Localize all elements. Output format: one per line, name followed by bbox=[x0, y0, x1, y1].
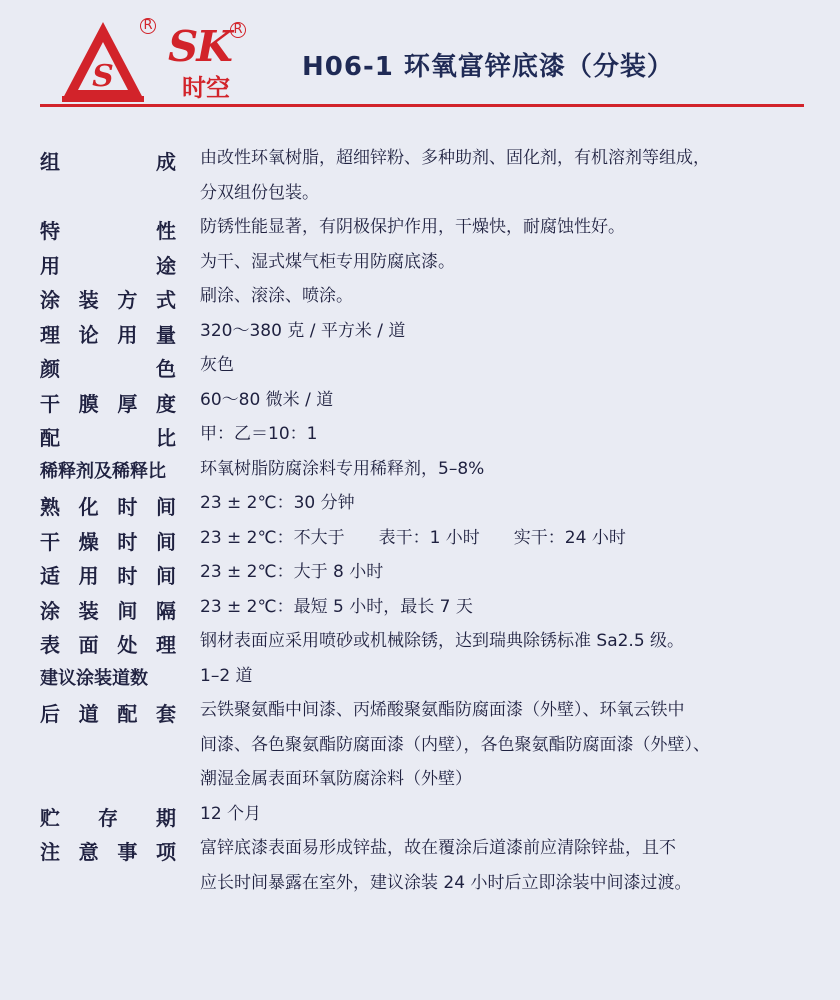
page-title: H06-1 环氧富锌底漆（分装） bbox=[302, 52, 674, 82]
registered-mark: R bbox=[140, 18, 156, 34]
spec-label: 涂 装 间 隔 bbox=[40, 598, 176, 623]
spec-label: 熟 化 时 间 bbox=[40, 495, 176, 519]
spec-value-line: 云铁聚氨酯中间漆、丙烯酸聚氨酯防腐面漆（外壁）、环氧云铁中 bbox=[200, 700, 685, 720]
spec-value bbox=[200, 802, 810, 837]
spec-value-line: 1–2 道 bbox=[200, 665, 253, 686]
spec-value-line: 应长时间暴露在室外，建议涂装 24 小时后立即涂装中间漆过渡。 bbox=[200, 872, 692, 893]
spec-label: 配 比 bbox=[40, 426, 176, 450]
spec-value-line: 钢材表面应采用喷砂或机械除锈，达到瑞典除锈标准 Sa2.5 级。 bbox=[200, 631, 685, 651]
brand-emblem-icon bbox=[58, 18, 148, 104]
spec-value-line: 甲：乙＝10：1 bbox=[200, 424, 318, 444]
brand-latin: SK bbox=[168, 22, 231, 71]
spec-label: 后 道 配 套 bbox=[40, 702, 176, 726]
spec-label: 理 论 用 量 bbox=[40, 322, 176, 347]
spec-value-line: 由改性环氧树脂，超细锌粉、多种助剂、固化剂，有机溶剂等组成， bbox=[200, 148, 710, 168]
spec-value bbox=[200, 422, 810, 457]
spec-label: 用 途 bbox=[40, 253, 176, 278]
spec-value-line: 环氧树脂防腐涂料专用稀释剂，5–8% bbox=[200, 458, 485, 479]
spec-label: 涂 装 方 式 bbox=[40, 288, 176, 312]
spec-value bbox=[200, 595, 810, 630]
registered-mark-2: R bbox=[230, 22, 246, 38]
spec-value bbox=[200, 664, 810, 699]
spec-label: 稀释剂及稀释比 bbox=[40, 460, 166, 482]
brand-chinese: 时空 bbox=[182, 74, 230, 102]
spec-value-line: 富锌底漆表面易形成锌盐，故在覆涂后道漆前应清除锌盐，且不 bbox=[200, 838, 676, 858]
spec-value bbox=[200, 388, 810, 423]
spec-value-line: 间漆、各色聚氨酯防腐面漆（内壁），各色聚氨酯防腐面漆（外壁）、 bbox=[200, 734, 710, 755]
spec-value bbox=[200, 560, 810, 595]
spec-value-line: 12 个月 bbox=[200, 803, 262, 824]
spec-value bbox=[200, 319, 810, 354]
spec-label: 表 面 处 理 bbox=[40, 633, 176, 657]
spec-value-line: 为干、湿式煤气柜专用防腐底漆。 bbox=[200, 251, 455, 272]
spec-value-line: 23 ± 2℃：最短 5 小时，最长 7 天 bbox=[200, 596, 473, 617]
spec-value bbox=[200, 629, 810, 664]
spec-label: 注 意 事 项 bbox=[40, 840, 176, 864]
spec-value bbox=[200, 284, 810, 319]
spec-label: 建议涂装道数 bbox=[40, 667, 148, 689]
spec-value-line: 灰色 bbox=[200, 355, 234, 375]
spec-value-line: 320～380 克 / 平方米 / 道 bbox=[200, 320, 406, 341]
spec-label: 组 成 bbox=[40, 150, 176, 174]
spec-value-line: 23 ± 2℃：30 分钟 bbox=[200, 493, 355, 513]
spec-value bbox=[200, 146, 810, 215]
spec-label: 干 燥 时 间 bbox=[40, 529, 176, 554]
spec-value bbox=[200, 353, 810, 388]
spec-label: 干 膜 厚 度 bbox=[40, 391, 176, 416]
svg-text:S: S bbox=[92, 59, 114, 94]
spec-label: 适 用 时 间 bbox=[40, 564, 176, 588]
page-header bbox=[0, 0, 840, 115]
spec-value-line: 60～80 微米 / 道 bbox=[200, 389, 334, 410]
spec-label: 贮 存 期 bbox=[40, 805, 176, 830]
header-divider bbox=[40, 104, 804, 107]
spec-label: 颜 色 bbox=[40, 357, 176, 381]
spec-value bbox=[200, 526, 810, 561]
spec-value-line: 23 ± 2℃：不大于 表干：1 小时 实干：24 小时 bbox=[200, 527, 626, 548]
spec-value-line: 潮湿金属表面环氧防腐涂料（外壁） bbox=[200, 769, 472, 789]
spec-value-line: 防锈性能显著，有阴极保护作用，干燥快，耐腐蚀性好。 bbox=[200, 217, 625, 237]
spec-value bbox=[200, 491, 810, 526]
spec-value bbox=[200, 457, 810, 492]
spec-label: 特 性 bbox=[40, 219, 176, 243]
spec-value bbox=[200, 698, 810, 802]
spec-value bbox=[200, 836, 810, 905]
spec-value bbox=[200, 215, 810, 250]
spec-value-line: 刷涂、滚涂、喷涂。 bbox=[200, 286, 353, 306]
spec-value bbox=[200, 250, 810, 285]
spec-value-line: 23 ± 2℃：大于 8 小时 bbox=[200, 562, 384, 582]
spec-value-line: 分双组份包装。 bbox=[200, 182, 319, 203]
